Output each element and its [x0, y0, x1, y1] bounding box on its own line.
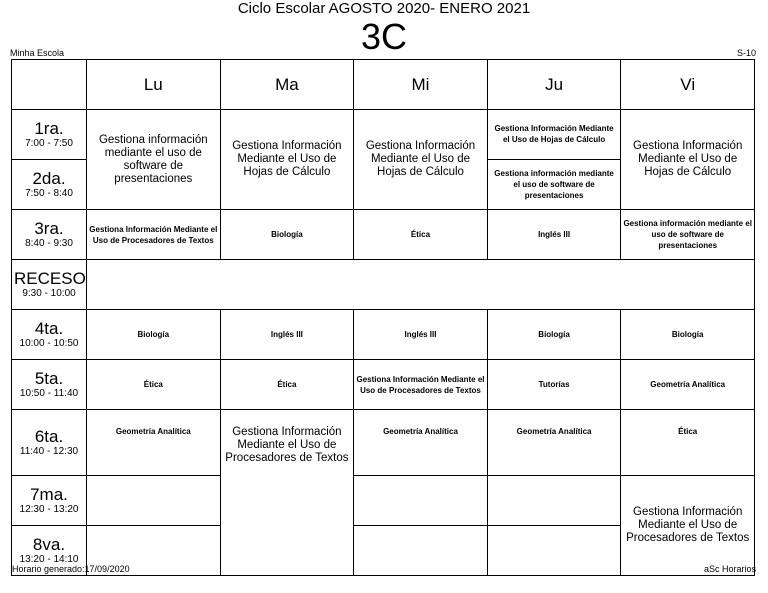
lesson-cell[interactable]: Gestiona Información Mediante el Uso de Procesadores de Textos	[621, 476, 755, 576]
timetable	[11, 59, 755, 576]
period-label: 8va.	[32, 535, 66, 554]
period-cell-7	[12, 476, 87, 526]
class-name: 3C	[360, 16, 408, 57]
lesson-cell[interactable]: Inglés III	[220, 310, 354, 360]
generated-date: Horario generado:17/09/2020	[12, 564, 130, 574]
empty-cell	[487, 476, 621, 526]
lesson-cell[interactable]: Tutorías	[487, 360, 621, 410]
period-cell-1	[12, 110, 87, 160]
lesson-cell[interactable]: Ética	[621, 410, 755, 476]
period-label: 4ta.	[34, 319, 64, 338]
lesson-cell[interactable]: Gestiona Información Mediante el Uso de Procesadores de Textos	[354, 360, 488, 410]
period-row	[12, 310, 755, 360]
period-cell-2	[12, 160, 87, 210]
day-header-ju: Ju	[487, 60, 621, 110]
lesson-cell[interactable]: Gestiona Información Mediante el Uso de Procesadores de Textos	[220, 410, 354, 576]
period-time: 9:30 - 10:00	[22, 288, 76, 299]
split-lesson-cell	[487, 110, 621, 210]
period-row	[12, 110, 755, 160]
lesson-cell[interactable]: Biología	[487, 310, 621, 360]
period-time: 8:40 - 9:30	[25, 238, 73, 249]
lesson-cell[interactable]: Gestiona Información Mediante el Uso de Hojas de Cálculo	[621, 110, 755, 210]
period-row	[12, 360, 755, 410]
period-row	[12, 410, 755, 476]
lesson-cell[interactable]: Ética	[87, 360, 221, 410]
lesson-cell[interactable]: Gestiona Información Mediante el Uso de Procesadores de Textos	[87, 210, 221, 260]
period-time: 7:00 - 7:50	[25, 138, 73, 149]
period-row	[12, 476, 755, 526]
period-cell-5	[12, 360, 87, 410]
period-row	[12, 210, 755, 260]
footer-brand: aSc Horarios	[703, 564, 756, 574]
day-header-lu: Lu	[87, 60, 221, 110]
period-label: 2da.	[32, 169, 66, 188]
period-cell-recess	[12, 260, 87, 310]
day-header-row	[12, 60, 755, 110]
room-code: S-10	[736, 48, 756, 58]
period-time: 7:50 - 8:40	[25, 188, 73, 199]
lesson-cell[interactable]: Inglés III	[354, 310, 488, 360]
day-header-ma: Ma	[220, 60, 354, 110]
lesson-cell[interactable]: Geometría Analítica	[487, 410, 621, 476]
corner-cell	[12, 60, 87, 110]
lesson-cell[interactable]: Inglés III	[487, 210, 621, 260]
lesson-cell[interactable]: Ética	[220, 360, 354, 410]
empty-cell	[487, 526, 621, 576]
period-label: 6ta.	[34, 427, 64, 446]
empty-cell	[87, 476, 221, 526]
recess-row	[12, 260, 755, 310]
schedule-title: Ciclo Escolar AGOSTO 2020- ENERO 2021	[237, 0, 531, 17]
lesson-cell[interactable]: Biología	[220, 210, 354, 260]
lesson-cell[interactable]: Biología	[87, 310, 221, 360]
empty-cell	[354, 526, 488, 576]
lesson-cell[interactable]: Biología	[621, 310, 755, 360]
period-label: 1ra.	[34, 119, 64, 138]
lesson-cell[interactable]: Ética	[354, 210, 488, 260]
recess-cell	[87, 260, 755, 310]
lesson-cell[interactable]: Gestiona información mediante el uso de software de presentaciones	[621, 210, 755, 260]
period-label: 5ta.	[34, 369, 64, 388]
lesson-cell[interactable]: Gestiona Información Mediante el Uso de Hojas de Cálculo	[354, 110, 488, 210]
school-name: Minha Escola	[10, 48, 65, 58]
day-header-vi: Vi	[621, 60, 755, 110]
lesson-cell[interactable]: Geometría Analítica	[87, 410, 221, 476]
period-time: 12:30 - 13:20	[19, 504, 79, 515]
period-label: 7ma.	[30, 485, 68, 504]
period-time: 11:40 - 12:30	[19, 446, 79, 457]
day-header-mi: Mi	[354, 60, 488, 110]
lesson-cell[interactable]: Geometría Analítica	[621, 360, 755, 410]
empty-cell	[354, 476, 488, 526]
lesson-cell[interactable]: Gestiona Información Mediante el Uso de Hojas de Cálculo	[220, 110, 354, 210]
period-cell-3	[12, 210, 87, 260]
lesson-cell[interactable]: Geometría Analítica	[354, 410, 488, 476]
period-cell-6	[12, 410, 87, 476]
lesson-cell[interactable]: Gestiona información mediante el uso de software de presentaciones	[494, 168, 614, 200]
period-label: 3ra.	[34, 219, 64, 238]
period-time: 10:00 - 10:50	[19, 338, 79, 349]
period-time: 13:20 - 14:10	[19, 554, 79, 565]
lesson-cell[interactable]: Gestiona información mediante el uso de software de presentaciones	[87, 110, 221, 210]
period-label: RECESO	[14, 269, 86, 288]
lesson-cell[interactable]: Gestiona Información Mediante el Uso de Hojas de Cálculo	[488, 110, 621, 160]
period-cell-4	[12, 310, 87, 360]
period-time: 10:50 - 11:40	[19, 388, 79, 399]
